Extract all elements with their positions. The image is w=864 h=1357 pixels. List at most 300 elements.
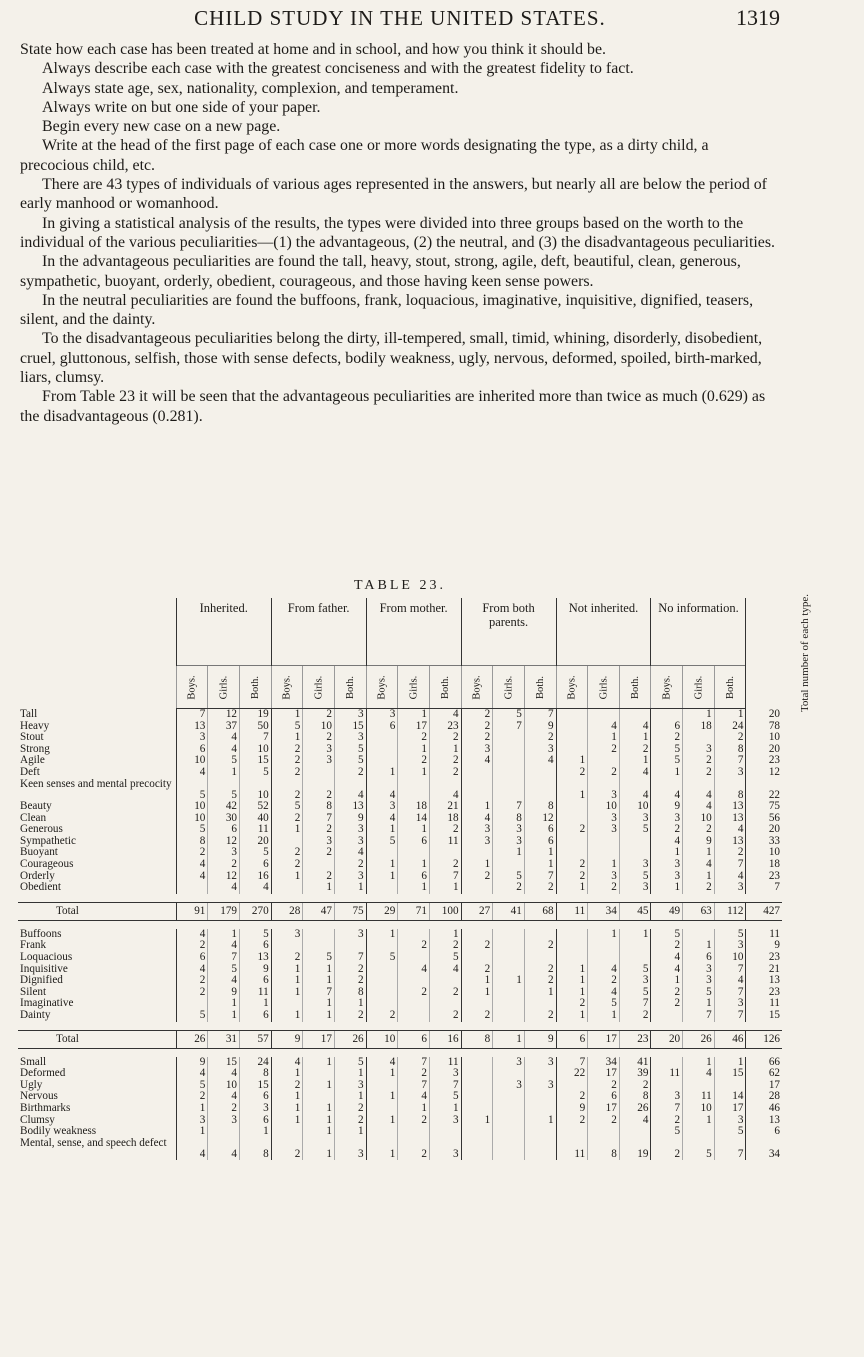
cell-value: 20 <box>240 836 272 848</box>
cell-value: 7 <box>619 998 651 1010</box>
cell-value: 13 <box>714 813 746 825</box>
cell-value: 3 <box>461 744 493 756</box>
cell-value: 2 <box>303 709 335 721</box>
cell-value: 3 <box>619 813 651 825</box>
row-label: Imaginative <box>20 997 74 1010</box>
cell-value: 2 <box>208 1103 240 1115</box>
cell-value: 4 <box>619 767 651 779</box>
cell-value: 2 <box>588 767 620 779</box>
cell-value: 2 <box>588 1115 620 1127</box>
cell-value: 1 <box>366 859 398 871</box>
cell-value: 2 <box>461 709 493 721</box>
cell-value: 41 <box>619 1057 651 1069</box>
cell-value: 41 <box>493 902 525 920</box>
cell-value: 5 <box>493 871 525 883</box>
cell-value: 7 <box>493 801 525 813</box>
cell-value: 2 <box>176 1091 208 1103</box>
row-label: Heavy <box>20 719 50 732</box>
cell-value: 2 <box>683 767 715 779</box>
cell-value: 1 <box>461 987 493 999</box>
cell-value: 1 <box>493 975 525 987</box>
cell-value: 10 <box>176 801 208 813</box>
cell-value: 1 <box>271 871 303 883</box>
cell-value <box>398 1126 430 1138</box>
cell-value: 1 <box>271 732 303 744</box>
cell-value: 2 <box>334 1115 366 1127</box>
cell-value: 13 <box>334 801 366 813</box>
cell-value: 1 <box>429 882 461 894</box>
table-row <box>18 709 782 721</box>
row-label: Buffoons <box>20 927 62 940</box>
cell-value: 23 <box>746 755 782 767</box>
cell-value: 3 <box>493 1057 525 1069</box>
cell-value: 5 <box>176 779 208 802</box>
cell-value: 3 <box>651 859 683 871</box>
cell-value: 9 <box>651 801 683 813</box>
cell-value: 7 <box>683 1010 715 1022</box>
cell-value: 3 <box>334 929 366 941</box>
cell-value <box>524 1068 556 1080</box>
cell-value: 75 <box>746 801 782 813</box>
cell-value: 3 <box>429 1068 461 1080</box>
cell-value: 5 <box>240 929 272 941</box>
table-row <box>18 721 782 733</box>
table-row <box>18 813 782 825</box>
cell-value: 39 <box>619 1068 651 1080</box>
row-label: Deformed <box>20 1067 66 1080</box>
total-row <box>18 902 782 920</box>
sub-header <box>461 666 493 709</box>
cell-value: 2 <box>588 882 620 894</box>
cell-value: 1 <box>271 1103 303 1115</box>
cell-value: 2 <box>556 1115 588 1127</box>
cell-value: 5 <box>683 1138 715 1161</box>
cell-value: 4 <box>461 813 493 825</box>
cell-value: 3 <box>303 744 335 756</box>
cell-value: 5 <box>271 801 303 813</box>
table-row <box>18 975 782 987</box>
sub-header <box>651 666 683 709</box>
cell-value: 46 <box>746 1103 782 1115</box>
paragraph: State how each case has been treated at home and in school, and how you think it should be. <box>20 41 607 58</box>
cell-value: 4 <box>176 964 208 976</box>
cell-value: 7 <box>524 871 556 883</box>
cell-value: 2 <box>208 859 240 871</box>
paragraph: In giving a statistical analysis of the results, the types were divided into three groups based on the worth to the individual of the various peculiarities—(1) the advantageous, (2) the neutral, and (3) the disadvantageous peculiarities. <box>20 214 775 251</box>
cell-value <box>461 882 493 894</box>
cell-value <box>493 1010 525 1022</box>
cell-value <box>493 1138 525 1161</box>
cell-value: 9 <box>524 1030 556 1048</box>
group-header: Not inherited. <box>556 598 651 666</box>
cell-value: 2 <box>176 975 208 987</box>
cell-value <box>493 732 525 744</box>
table-row <box>18 1080 782 1092</box>
cell-value: 4 <box>208 975 240 987</box>
cell-value <box>556 1126 588 1138</box>
cell-value: 1 <box>429 929 461 941</box>
cell-value <box>588 1126 620 1138</box>
cell-value: 66 <box>746 1057 782 1069</box>
cell-value <box>493 1091 525 1103</box>
cell-value: 4 <box>588 964 620 976</box>
cell-value: 5 <box>303 952 335 964</box>
cell-value: 9 <box>271 1030 303 1048</box>
cell-value: 2 <box>651 732 683 744</box>
cell-value: 6 <box>556 1030 588 1048</box>
cell-value <box>588 836 620 848</box>
cell-value: 5 <box>240 767 272 779</box>
cell-value: 2 <box>556 1091 588 1103</box>
cell-value: 3 <box>334 836 366 848</box>
cell-value <box>524 1091 556 1103</box>
cell-value: 5 <box>651 929 683 941</box>
cell-value: 2 <box>429 987 461 999</box>
cell-value: 3 <box>619 975 651 987</box>
cell-value: 2 <box>556 871 588 883</box>
cell-value: 47 <box>303 902 335 920</box>
sub-header-label: Girls. <box>218 675 230 699</box>
cell-value: 18 <box>398 801 430 813</box>
table-row <box>18 767 782 779</box>
cell-value: 4 <box>524 755 556 767</box>
cell-value: 4 <box>429 964 461 976</box>
cell-value: 3 <box>303 836 335 848</box>
cell-value: 2 <box>334 1103 366 1115</box>
cell-value: 2 <box>524 964 556 976</box>
cell-value: 1 <box>556 755 588 767</box>
group-header: From father. <box>271 598 366 666</box>
cell-value <box>303 767 335 779</box>
cell-value: 2 <box>271 847 303 859</box>
sub-header-label: Boys. <box>186 674 198 700</box>
cell-value: 15 <box>240 1080 272 1092</box>
table-row <box>18 987 782 999</box>
row-label: Nervous <box>20 1090 58 1103</box>
cell-value: 2 <box>366 1010 398 1022</box>
sub-header <box>271 666 303 709</box>
sub-header <box>493 666 525 709</box>
cell-value: 2 <box>303 871 335 883</box>
cell-value: 1 <box>176 1126 208 1138</box>
cell-value <box>461 1103 493 1115</box>
cell-value: 2 <box>556 998 588 1010</box>
cell-value: 4 <box>208 744 240 756</box>
table-row <box>18 1126 782 1138</box>
cell-value: 1 <box>334 1068 366 1080</box>
cell-value: 7 <box>714 859 746 871</box>
cell-value <box>556 721 588 733</box>
cell-value: 2 <box>524 940 556 952</box>
cell-value: 91 <box>176 902 208 920</box>
cell-value: 4 <box>683 859 715 871</box>
cell-value <box>461 1068 493 1080</box>
cell-value <box>524 952 556 964</box>
cell-value: 2 <box>429 1010 461 1022</box>
sub-header <box>714 666 746 709</box>
cell-value: 1 <box>303 1080 335 1092</box>
cell-value: 13 <box>176 721 208 733</box>
cell-value <box>556 732 588 744</box>
total-column-header <box>746 594 812 713</box>
cell-value <box>493 859 525 871</box>
row-label: Birthmarks <box>20 1101 71 1114</box>
sub-header <box>303 666 335 709</box>
cell-value <box>493 767 525 779</box>
cell-value: 4 <box>176 767 208 779</box>
cell-value: 6 <box>176 952 208 964</box>
cell-value <box>366 964 398 976</box>
cell-value: 4 <box>588 987 620 999</box>
cell-value: 71 <box>398 902 430 920</box>
cell-value: 4 <box>619 721 651 733</box>
cell-value: 1 <box>366 1115 398 1127</box>
row-label: Bodily weakness <box>20 1125 97 1138</box>
cell-value: 1 <box>240 1126 272 1138</box>
cell-value: 3 <box>524 1080 556 1092</box>
cell-value: 7 <box>303 813 335 825</box>
cell-value <box>556 929 588 941</box>
cell-value <box>461 1126 493 1138</box>
cell-value: 1 <box>303 882 335 894</box>
cell-value: 3 <box>588 779 620 802</box>
cell-value <box>493 987 525 999</box>
paragraph: In the advantageous peculiarities are found the tall, heavy, stout, strong, agile, deft, beautiful, clean, generous, sympathetic, buoyant, orderly, obedient, courageous, and those having keen sense powers. <box>20 253 741 290</box>
cell-value: 3 <box>714 940 746 952</box>
cell-value <box>556 940 588 952</box>
sub-header <box>683 666 715 709</box>
cell-value: 3 <box>493 1080 525 1092</box>
table-row <box>18 1057 782 1069</box>
cell-value <box>493 779 525 802</box>
cell-value: 10 <box>746 847 782 859</box>
cell-value: 6 <box>240 1010 272 1022</box>
cell-value: 5 <box>176 824 208 836</box>
cell-value: 3 <box>524 744 556 756</box>
cell-value: 1 <box>651 975 683 987</box>
cell-value: 4 <box>208 732 240 744</box>
cell-value: 1 <box>588 1010 620 1022</box>
cell-value: 10 <box>683 1103 715 1115</box>
cell-value: 2 <box>461 721 493 733</box>
cell-value: 2 <box>334 975 366 987</box>
cell-value: 1 <box>208 767 240 779</box>
cell-value <box>366 1126 398 1138</box>
cell-value: 1 <box>651 847 683 859</box>
cell-value: 14 <box>398 813 430 825</box>
cell-value: 2 <box>651 987 683 999</box>
cell-value: 4 <box>398 1091 430 1103</box>
cell-value: 4 <box>176 1138 208 1161</box>
cell-value: 3 <box>588 871 620 883</box>
row-label: Obedient <box>20 881 62 894</box>
cell-value: 3 <box>208 1115 240 1127</box>
cell-value: 10 <box>588 801 620 813</box>
cell-value: 2 <box>176 940 208 952</box>
cell-value: 4 <box>176 929 208 941</box>
total-row <box>18 1030 782 1048</box>
row-label: Frank <box>20 939 47 952</box>
cell-value: 5 <box>208 964 240 976</box>
cell-value: 5 <box>366 836 398 848</box>
cell-value: 9 <box>240 964 272 976</box>
cell-value: 34 <box>588 1057 620 1069</box>
cell-value <box>493 952 525 964</box>
cell-value: 2 <box>524 1010 556 1022</box>
cell-value: 2 <box>271 767 303 779</box>
cell-value: 10 <box>240 779 272 802</box>
cell-value <box>493 755 525 767</box>
row-label: Stout <box>20 731 44 744</box>
cell-value: 2 <box>588 744 620 756</box>
cell-value: 270 <box>240 902 272 920</box>
cell-value: 8 <box>588 1138 620 1161</box>
cell-value: 6 <box>398 1030 430 1048</box>
cell-value: 2 <box>461 871 493 883</box>
cell-value: 5 <box>271 721 303 733</box>
cell-value: 5 <box>334 755 366 767</box>
table-row <box>18 871 782 883</box>
cell-value <box>524 1103 556 1115</box>
table-row <box>18 755 782 767</box>
group-header: From both parents. <box>461 598 556 666</box>
sub-header <box>588 666 620 709</box>
sub-header <box>334 666 366 709</box>
cell-value: 4 <box>208 940 240 952</box>
cell-value: 5 <box>651 755 683 767</box>
table-row <box>18 1103 782 1115</box>
cell-value: 2 <box>398 987 430 999</box>
row-label: Loquacious <box>20 951 73 963</box>
cell-value: 100 <box>429 902 461 920</box>
cell-value: 2 <box>271 779 303 802</box>
cell-value: 3 <box>714 1115 746 1127</box>
cell-value: 126 <box>746 1030 782 1048</box>
cell-value: 10 <box>714 952 746 964</box>
cell-value: 1 <box>303 1115 335 1127</box>
cell-value <box>366 987 398 999</box>
cell-value: 4 <box>619 779 651 802</box>
cell-value: 8 <box>493 813 525 825</box>
cell-value: 23 <box>746 987 782 999</box>
cell-value: 13 <box>714 836 746 848</box>
cell-value: 1 <box>588 859 620 871</box>
cell-value: 4 <box>366 1057 398 1069</box>
table-row <box>18 952 782 964</box>
cell-value: 2 <box>461 1010 493 1022</box>
cell-value: 23 <box>429 721 461 733</box>
cell-value <box>493 1103 525 1115</box>
cell-value: 2 <box>429 732 461 744</box>
table-row <box>18 847 782 859</box>
cell-value: 1 <box>651 767 683 779</box>
cell-value: 20 <box>746 824 782 836</box>
cell-value <box>588 952 620 964</box>
cell-value: 5 <box>651 1126 683 1138</box>
cell-value: 5 <box>493 709 525 721</box>
cell-value: 6 <box>524 836 556 848</box>
paragraph: Always state age, sex, nationality, complexion, and temperament. <box>42 79 459 97</box>
paragraph: There are 43 types of individuals of various ages represented in the answers, but nearly all are below the period of early manhood or womanhood. <box>20 176 767 213</box>
cell-value: 7 <box>714 755 746 767</box>
cell-value: 10 <box>208 1080 240 1092</box>
cell-value: 1 <box>524 1115 556 1127</box>
cell-value: 1 <box>240 998 272 1010</box>
cell-value <box>493 929 525 941</box>
cell-value: 16 <box>240 871 272 883</box>
cell-value: 1 <box>271 824 303 836</box>
cell-value: 9 <box>683 836 715 848</box>
cell-value: 1 <box>271 709 303 721</box>
cell-value: 1 <box>366 1068 398 1080</box>
cell-value: 3 <box>683 964 715 976</box>
paragraph: From Table 23 it will be seen that the advantageous peculiarities are inherited more than twice as much (0.629) as the disadvantageous (0.281). <box>20 388 766 425</box>
cell-value: 1 <box>524 847 556 859</box>
cell-value <box>461 767 493 779</box>
cell-value: 1 <box>683 871 715 883</box>
sub-header-label: Girls. <box>692 675 704 699</box>
cell-value: 15 <box>714 1068 746 1080</box>
cell-value: 29 <box>366 902 398 920</box>
cell-value: 2 <box>398 755 430 767</box>
cell-value: 1 <box>398 709 430 721</box>
cell-value: 7 <box>746 882 782 894</box>
cell-value: 1 <box>683 1115 715 1127</box>
cell-value: 5 <box>619 987 651 999</box>
cell-value: 2 <box>271 813 303 825</box>
cell-value: 12 <box>208 709 240 721</box>
table-row <box>18 998 782 1010</box>
cell-value: 6 <box>240 1115 272 1127</box>
cell-value: 2 <box>651 998 683 1010</box>
cell-value: 2 <box>524 975 556 987</box>
cell-value: 1 <box>366 929 398 941</box>
cell-value: 5 <box>619 964 651 976</box>
cell-value: 34 <box>588 902 620 920</box>
cell-value: 7 <box>493 721 525 733</box>
cell-value: 23 <box>746 952 782 964</box>
table-row <box>18 1115 782 1127</box>
cell-value: 1 <box>303 975 335 987</box>
cell-value: 2 <box>683 755 715 767</box>
cell-value: 5 <box>651 744 683 756</box>
cell-value: 6 <box>366 721 398 733</box>
cell-value: 10 <box>746 732 782 744</box>
cell-value <box>493 998 525 1010</box>
row-label: Buoyant <box>20 846 58 859</box>
cell-value: 2 <box>556 824 588 836</box>
cell-value: 5 <box>176 1010 208 1022</box>
sub-header-label: Both. <box>439 675 451 699</box>
cell-value <box>461 779 493 802</box>
cell-value <box>651 709 683 721</box>
cell-value: 2 <box>588 975 620 987</box>
cell-value: 7 <box>714 987 746 999</box>
cell-value: 1 <box>303 1057 335 1069</box>
cell-value: 7 <box>398 1057 430 1069</box>
row-label: Dignified <box>20 974 63 987</box>
cell-value: 63 <box>683 902 715 920</box>
cell-value: 1 <box>461 801 493 813</box>
cell-value: 3 <box>651 871 683 883</box>
cell-value: 8 <box>303 801 335 813</box>
cell-value: 1 <box>683 1057 715 1069</box>
cell-value: 4 <box>208 1068 240 1080</box>
cell-value: 3 <box>493 824 525 836</box>
cell-value: 1 <box>208 1010 240 1022</box>
cell-value: 52 <box>240 801 272 813</box>
cell-value: 22 <box>556 1068 588 1080</box>
